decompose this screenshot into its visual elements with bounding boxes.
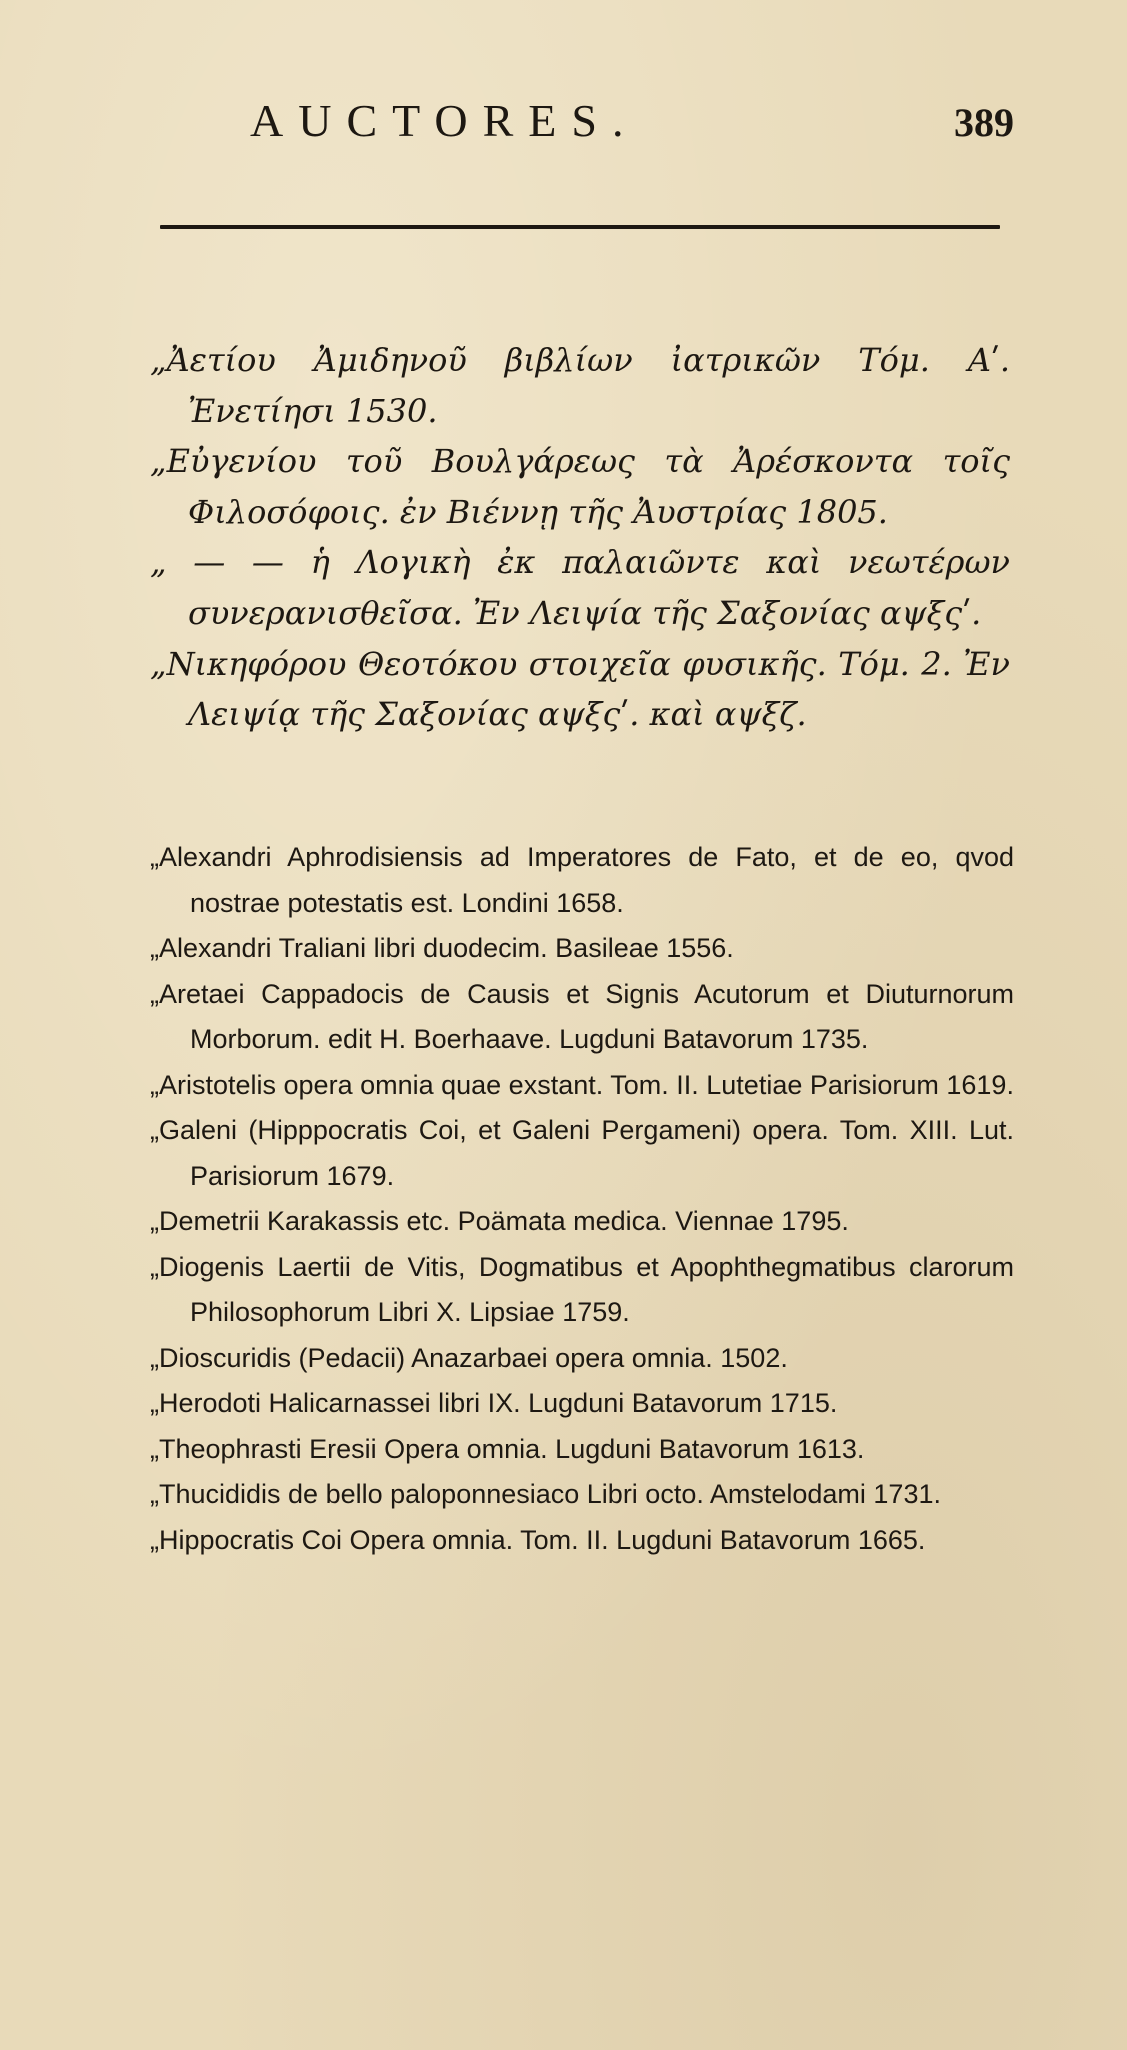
latin-entry-alexander-tralianus: „Alexandri Traliani libri duodecim. Basileae 1556. bbox=[150, 933, 734, 963]
latin-entry-hippocrates: „Hippocratis Coi Opera omnia. Tom. II. Lugduni Batavorum 1665. bbox=[150, 1524, 926, 1555]
header-rule bbox=[160, 225, 1000, 229]
latin-entry-karakassis: „Demetrii Karakassis etc. Poämata medica. Viennae 1795. bbox=[150, 1206, 849, 1236]
latin-entry-dioscurides: „Dioscuridis (Pedacii) Anazarbaei opera omnia. 1502. bbox=[150, 1342, 788, 1373]
greek-authors-list bbox=[150, 335, 1010, 740]
greek-entry-nikephoros: „Νικηφόρου Θεοτόκου στοιχεῖα φυσικῆς. Τόμ. 2. Ἐν Λειψίᾳ τῆς Σαξονίας αψξςʹ. καὶ αψξζ. bbox=[150, 644, 1010, 734]
greek-entry-aetius: „Ἀετίου Ἀμιδηνοῦ βιβλίων ἰατρικῶν Τόμ. Αʹ. Ἐνετίησι 1530. bbox=[150, 341, 1010, 430]
latin-entry-theophrastus: „Theophrasti Eresii Opera omnia. Lugduni Batavorum 1613. bbox=[150, 1433, 865, 1464]
running-head bbox=[0, 96, 1127, 156]
page-number: 389 bbox=[954, 100, 1014, 145]
latin-authors-list bbox=[150, 835, 1014, 1563]
latin-entry-herodotus: „Herodoti Halicarnassei libri IX. Lugduni Batavorum 1715. bbox=[150, 1388, 838, 1418]
latin-entry-aristotle: „Aristotelis opera omnia quae exstant. Tom. II. Lutetiae Parisiorum 1619. bbox=[150, 1069, 1014, 1100]
latin-entry-galen: „Galeni (Hipppocratis Coi, et Galeni Pergameni) opera. Tom. XIII. Lut. Parisiorum 1679. bbox=[150, 1115, 1014, 1191]
latin-entry-thucydides: „Thucididis de bello paloponnesiaco Libri octo. Amstelodami 1731. bbox=[150, 1479, 941, 1509]
latin-entry-aretaeus: „Aretaei Cappadocis de Causis et Signis Acutorum et Diuturnorum Morborum. edit H. Boerhaave. Lugduni Batavorum 1735. bbox=[150, 978, 1014, 1054]
greek-entry-eugenius: „Εὐγενίου τοῦ Βουλγάρεως τὰ Ἀρέσκοντα τοῖς Φιλοσόφοις. ἐν Βιέννῃ τῆς Ἀυστρίας 1805. bbox=[150, 442, 1010, 531]
latin-entry-diogenes-laertius: „Diogenis Laertii de Vitis, Dogmatibus et Apophthegmatibus clarorum Philosophorum Libri X. Lipsiae 1759. bbox=[150, 1251, 1014, 1327]
latin-entry-alexander-aphrodisiensis: „Alexandri Aphrodisiensis ad Imperatores de Fato, et de eo, qvod nostrae potestatis est. Londini 1658. bbox=[150, 842, 1014, 918]
greek-entry-logic: „ — — ἡ Λογικὴ ἐκ παλαιῶντε καὶ νεωτέρων συνερανισθεῖσα. Ἐν Λειψία τῆς Σαξονίας αψξςʹ. bbox=[150, 543, 1010, 632]
page-title: AUCTORES. bbox=[250, 95, 639, 146]
